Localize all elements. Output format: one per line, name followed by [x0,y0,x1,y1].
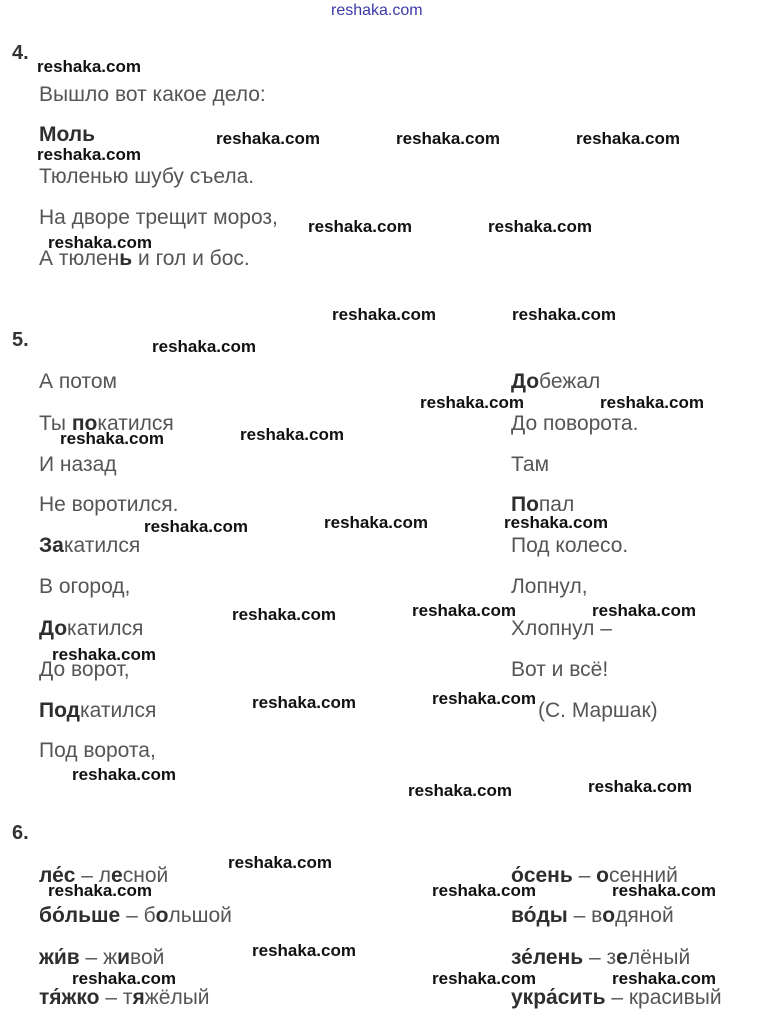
watermark: reshaka.com [232,605,336,624]
ex5-left-line-1: А потом [39,370,117,393]
ex5-left-line-8: До ворот, [39,658,130,681]
ex5-right-line-5: Под колесо. [511,534,629,557]
ex4-word-mol: Моль [39,123,96,146]
ex6-left-row-3: жи́в – живой [39,946,165,969]
watermark: reshaka.com [60,429,164,448]
ex5-left-line-3: И назад [39,453,117,476]
watermark: reshaka.com [588,777,692,796]
watermark: reshaka.com [52,645,156,664]
ex6-left-row-2: бо́льше – большой [39,904,232,927]
watermark: reshaka.com [432,689,536,708]
watermark: reshaka.com [72,969,176,988]
watermark: reshaka.com [252,941,356,960]
watermark: reshaka.com [324,513,428,532]
watermark: reshaka.com [432,881,536,900]
ex4-line-2 [39,124,95,145]
watermark: reshaka.com [432,969,536,988]
watermark: reshaka.com [308,217,412,236]
watermark: reshaka.com [600,393,704,412]
ex5-left-line-9: Подкатился [39,699,157,722]
watermark: reshaka.com [488,217,592,236]
ex5-left-line-6: В огород, [39,575,131,598]
ex4-line-5: А тюлень и гол и бос. [39,247,250,270]
ex5-left-line-10: Под ворота, [39,739,156,762]
ex5-right-line-1: Добежал [511,370,601,393]
ex5-right-line-3: Там [511,453,550,476]
watermark: reshaka.com [37,57,141,76]
watermark: reshaka.com [612,969,716,988]
watermark: reshaka.com [216,129,320,148]
ex4-line-3: Тюленью шубу съела. [39,165,255,188]
watermark: reshaka.com [612,881,716,900]
ex5-author-credit: (С. Маршак) [538,699,658,722]
watermark: reshaka.com [240,425,344,444]
ex6-right-row-2: во́ды – водяной [511,904,674,927]
exercise-4-number: 4. [12,42,29,64]
watermark: reshaka.com [408,781,512,800]
ex5-right-line-2: До поворота. [511,412,639,435]
ex5-right-line-7: Хлопнул – [511,617,612,640]
watermark: reshaka.com [37,145,141,164]
watermark: reshaka.com [144,517,248,536]
ex5-left-line-2: Ты покатился [39,412,174,435]
ex6-left-row-4: тя́жко – тяжёлый [39,986,210,1009]
ex5-right-line-8: Вот и всё! [511,658,609,681]
header-watermark[interactable]: reshaka.com [331,2,423,19]
exercise-5-number: 5. [12,329,29,351]
exercise-6-number: 6. [12,822,29,844]
ex4-line-4: На дворе трещит мороз, [39,206,278,229]
watermark: reshaka.com [332,305,436,324]
watermark: reshaka.com [412,601,516,620]
watermark: reshaka.com [512,305,616,324]
watermark: reshaka.com [72,765,176,784]
ex6-right-row-4: укра́сить – красивый [511,986,722,1009]
ex5-right-line-4: Попал [511,493,575,516]
ex5-left-line-4: Не воротился. [39,493,179,516]
watermark: reshaka.com [48,881,152,900]
watermark: reshaka.com [576,129,680,148]
ex6-right-row-3: зе́лень – зелёный [511,946,691,969]
ex6-left-row-1: ле́с – лесной [39,864,169,887]
watermark: reshaka.com [48,233,152,252]
ex5-right-line-6: Лопнул, [511,575,588,598]
watermark: reshaka.com [504,513,608,532]
watermark: reshaka.com [396,129,500,148]
watermark: reshaka.com [420,393,524,412]
ex5-left-line-5: Закатился [39,534,141,557]
watermark: reshaka.com [592,601,696,620]
watermark: reshaka.com [252,693,356,712]
watermark: reshaka.com [228,853,332,872]
ex5-left-line-7: Докатился [39,617,144,640]
ex6-right-row-1: о́сень – осенний [511,864,678,887]
watermark: reshaka.com [152,337,256,356]
ex4-line-1: Вышло вот какое дело: [39,83,266,106]
